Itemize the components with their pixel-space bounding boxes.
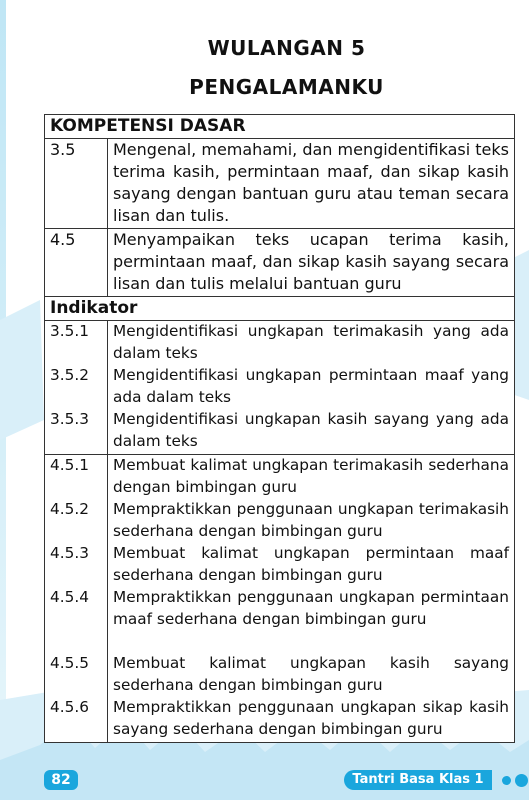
indicator-text: Mengidentifikasi ungkapan permintaan maaf yang ada dalam teks	[113, 366, 509, 406]
indicator-code: 3.5.2	[50, 366, 89, 384]
indicator-text: Membuat kalimat ungkapan permintaan maaf sederhana dengan bimbingan guru	[113, 544, 509, 584]
indicator-text: Membuat kalimat ungkapan terimakasih sederhana dengan bimbingan guru	[113, 456, 509, 496]
indicator-text: Mempraktikkan penggunaan ungkapan permintaan maaf sederhana dengan bimbingan guru	[113, 588, 509, 628]
indicator-group	[45, 455, 515, 743]
indicator-code: 4.5.3	[50, 544, 89, 562]
indicator-text: Membuat kalimat ungkapan kasih sayang sederhana dengan bimbingan guru	[113, 654, 509, 694]
competency-text: Mengenal, memahami, dan mengidentifikasi teks terima kasih, permintaan maaf, dan sikap kasih sayang dengan bantuan guru atau teman secara lisan dan tulis.	[108, 139, 515, 229]
indicator-text: Mengidentifikasi ungkapan terimakasih yang ada dalam teks	[113, 322, 509, 362]
competency-table	[44, 114, 515, 743]
competency-row	[45, 229, 515, 297]
competency-heading: KOMPETENSI DASAR	[45, 115, 515, 139]
chapter-title: WULANGAN 5	[207, 36, 366, 60]
book-title-badge: Tantri Basa Klas 1	[344, 770, 492, 790]
indicator-text: Mengidentifikasi ungkapan kasih sayang yang ada dalam teks	[113, 410, 509, 450]
dot-icon	[502, 776, 511, 785]
competency-text: Menyampaikan teks ucapan terima kasih, permintaan maaf, dan sikap kasih sayang secara lisan dan tulis melalui bantuan guru	[108, 229, 515, 297]
indicator-text: Mempraktikkan penggunaan ungkapan terimakasih sederhana dengan bimbingan guru	[113, 500, 509, 540]
indicator-heading: Indikator	[45, 297, 515, 321]
indicator-code: 4.5.1	[50, 456, 89, 474]
competency-code: 3.5	[45, 139, 108, 229]
indicator-group	[45, 321, 515, 455]
indicator-code: 4.5.2	[50, 500, 89, 518]
indicator-code: 4.5.6	[50, 698, 89, 716]
indicator-code: 3.5.3	[50, 410, 89, 428]
chapter-subtitle: PENGALAMANKU	[189, 75, 384, 99]
competency-row	[45, 139, 515, 229]
indicator-text: Mempraktikkan penggunaan ungkapan sikap kasih sayang sederhana dengan bimbingan guru	[113, 698, 509, 738]
page-number-badge: 82	[44, 770, 78, 790]
indicator-code: 4.5.4	[50, 588, 89, 606]
competency-code: 4.5	[45, 229, 108, 297]
dot-icon	[515, 774, 528, 787]
indicator-code: 3.5.1	[50, 322, 89, 340]
indicator-code: 4.5.5	[50, 654, 89, 672]
